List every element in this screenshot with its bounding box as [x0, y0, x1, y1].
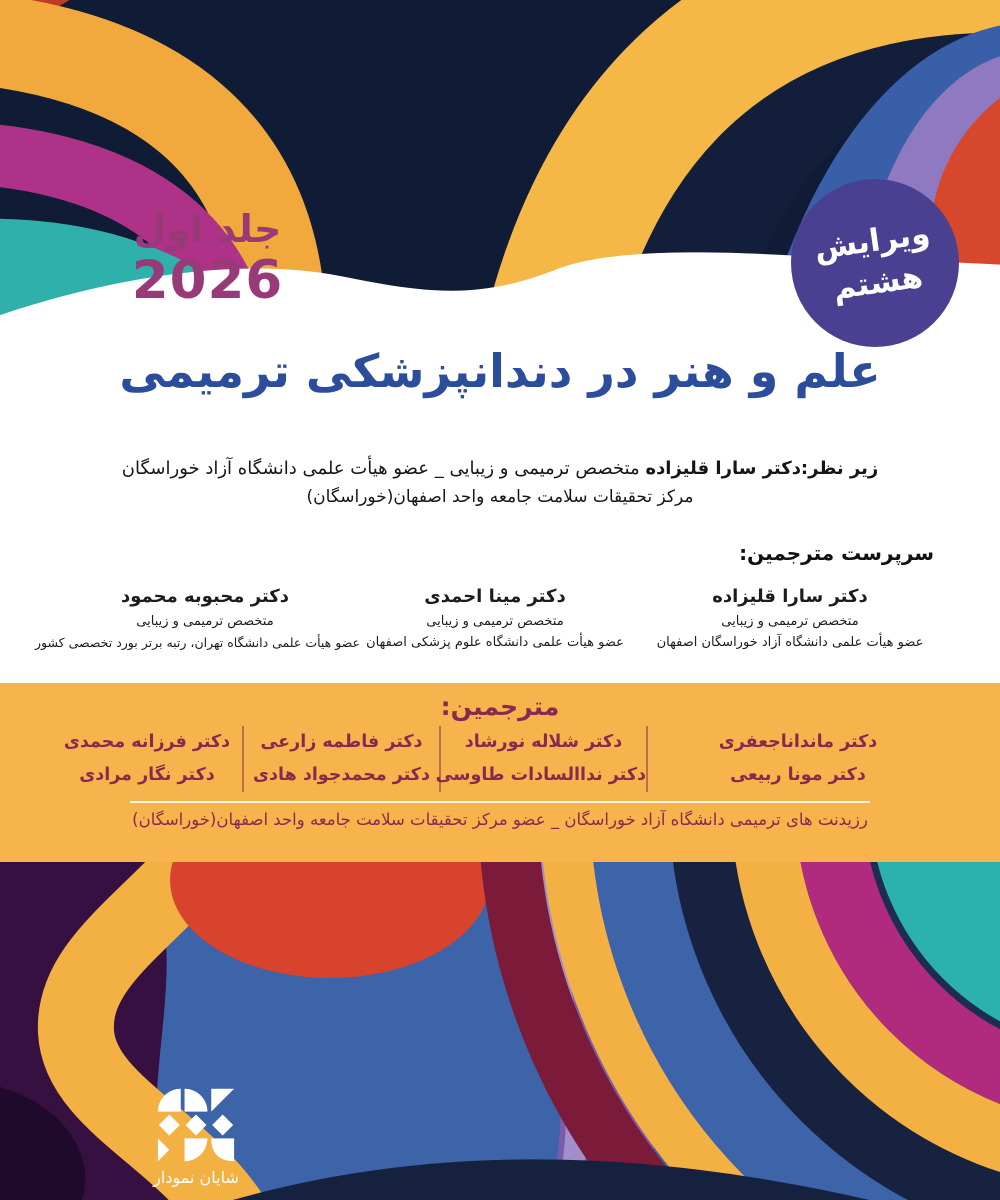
supervisor-card: [35, 586, 360, 654]
year-label: 2026: [131, 249, 284, 311]
translator-name: دکتر محمدجواد هادی: [253, 765, 430, 785]
supervisor-card: [630, 586, 950, 654]
translators-column: [52, 726, 244, 792]
translators-column: [244, 726, 441, 792]
translator-name: دکتر فاطمه زارعی: [260, 732, 423, 752]
translator-name: دکتر ندا‌السادات طاوسی: [435, 765, 646, 785]
supervisor-card: [360, 586, 630, 654]
supervisor-role: متخصص ترمیمی و زیبایی: [426, 614, 564, 629]
supervision-rest: متخصص ترمیمی و زیبایی _ عضو هیأت علمی دانشگاه آزاد خوراسگان: [121, 458, 646, 479]
supervisor-role: متخصص ترمیمی و زیبایی: [136, 614, 274, 629]
supervisor-affiliation: عضو هیأت علمی دانشگاه آزاد خوراسگان اصفهان: [656, 634, 924, 650]
supervision-lead: زیر نظر:دکتر سارا قلیزاده: [645, 458, 879, 479]
translator-name: دکتر مونا ربیعی: [730, 765, 866, 785]
supervisor-role: متخصص ترمیمی و زیبایی: [721, 614, 859, 629]
supervisors-columns: [35, 586, 950, 654]
supervisor-name: دکتر سارا قلیزاده: [712, 586, 868, 607]
supervisor-name: دکتر محبوبه محمود: [121, 586, 289, 607]
translators-column: [648, 726, 948, 792]
supervisor-affiliation: عضو هیأت علمی دانشگاه تهران، رتبه برتر بورد تخصصی کشور: [35, 634, 360, 650]
translators-header: مترجمین:: [440, 692, 560, 721]
book-title: علم و هنر در دندانپزشکی ترمیمی: [119, 344, 881, 398]
supervisors-header: سرپرست مترجمین:: [739, 541, 934, 565]
publisher-logo: [148, 1086, 244, 1187]
translator-name: دکتر ماندانا‌جعفری: [718, 732, 878, 752]
supervisor-name: دکتر مینا احمدی: [424, 586, 566, 607]
supervision-block: [0, 458, 1000, 507]
translators-divider: [130, 801, 870, 803]
edition-line1: ویرایش: [811, 215, 933, 268]
edition-badge: [791, 179, 959, 347]
volume-year-badge: [125, 208, 290, 310]
translators-column: [435, 726, 648, 792]
translators-band: [0, 683, 1000, 862]
supervisor-affiliation: عضو هیأت علمی دانشگاه علوم پزشکی اصفهان: [366, 634, 624, 650]
supervision-line2: مرکز تحقیقات سلامت جامعه واحد اصفهان(خوراسگان): [306, 487, 694, 507]
translator-name: دکتر فرزانه محمدی: [63, 732, 231, 752]
supervision-line1: [0, 458, 1000, 479]
publisher-name: شایان نمودار: [153, 1168, 239, 1187]
volume-label: جلد اول: [133, 207, 282, 251]
edition-line2: هشتم: [830, 258, 925, 307]
translators-footnote: رزیدنت های ترمیمی دانشگاه آزاد خوراسگان _ عضو مرکز تحقیقات سلامت جامعه واحد اصفهان(خوراسگان): [132, 810, 868, 829]
translator-name: دکتر شلاله نورشاد: [464, 732, 623, 752]
translator-name: دکتر نگار مرادی: [79, 765, 215, 785]
translators-grid: [0, 726, 1000, 792]
publisher-logo-icon: [156, 1086, 236, 1164]
edition-badge-text: [812, 213, 939, 312]
